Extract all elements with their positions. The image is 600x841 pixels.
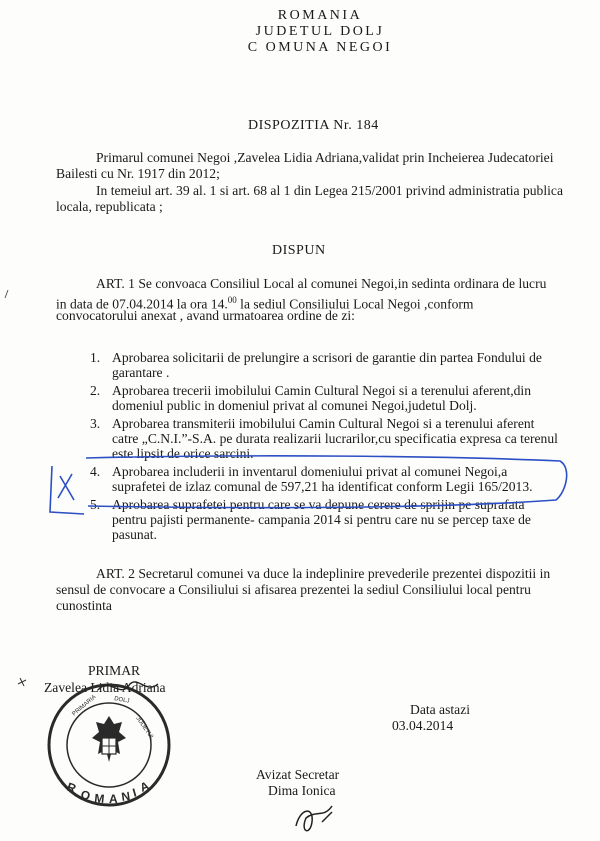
art1-line-1: ART. 1 Se convoaca Consiliul Local al comunei Negoi,in sedinta ordinara de lucru xyxy=(96,276,547,291)
svg-text:R: R xyxy=(64,779,78,796)
mayor-role: PRIMAR xyxy=(88,663,141,678)
art1-line-2: in data de 07.04.2014 la ora 14.00 la sediul Consiliului Local Negoi ,conform xyxy=(56,295,474,312)
intro-paragraph-2-line-1: In temeiul art. 39 al. 1 si art. 68 al 1 din Legea 215/2001 privind administratia publica xyxy=(96,183,563,198)
svg-text:A: A xyxy=(137,778,152,795)
header-commune: C OMUNA NEGOI xyxy=(247,40,393,55)
svg-text:JUDETUL: JUDETUL xyxy=(134,715,155,742)
art2-line-1: ART. 2 Secretarul comunei va duce la indeplinire prevederile prezentei dispozitii in xyxy=(96,566,551,581)
art1-line-3: convocatorului anexat , avand urmatoarea ordine de zi: xyxy=(56,308,355,323)
intro-paragraph-2-line-2: locala, republicata ; xyxy=(56,199,163,214)
agenda-item: 3. Aprobarea transmiterii imobilului Camin Cultural Negoi si a terenului aferent catre „C.N.I.”-S.A. pe durata realizarii lucrarilor,cu specificatia expresa ca terenul este lipsit de orice sarcini. xyxy=(90,416,558,461)
document-title: DISPOZITIA Nr. 184 xyxy=(248,118,379,133)
header-county: JUDETUL DOLJ xyxy=(255,24,385,39)
agenda-item: 2. Aprobarea trecerii imobilului Camin Cultural Negoi si a terenului aferent,din domeniul public in domeniul privat al comunei Negoi,judetul Dolj. xyxy=(90,383,532,413)
official-seal xyxy=(44,680,174,810)
svg-text:O: O xyxy=(79,787,92,804)
svg-text:I: I xyxy=(130,785,139,800)
art2-line-2: sensul de convocare a Consiliului si afisarea prezentei la sediul Consiliului local pentru xyxy=(56,582,531,597)
date-label: Data astazi xyxy=(410,702,471,717)
svg-text:PRIMARIA: PRIMARIA xyxy=(71,694,98,718)
mayor-name: Zavelea Lidia Adriana xyxy=(44,680,166,695)
agenda-item: 5. Aprobarea suprafetei pentru care se va depune cerere de sprijin pe suprafata pentru pajisti permanente- campania 2014 si pentru care nu se percep taxe de pasunat. xyxy=(90,497,531,542)
document-date: 03.04.2014 xyxy=(392,718,454,733)
art2-line-3: cunostinta xyxy=(56,598,112,613)
margin-tick-icon xyxy=(5,290,8,298)
svg-text:DOLJ: DOLJ xyxy=(113,696,130,705)
intro-paragraph-1-line-1: Primarul comunei Negoi ,Zavelea Lidia Adriana,validat prin Incheierea Judecatoriei xyxy=(96,150,554,165)
seal-icon xyxy=(44,680,174,810)
intro-paragraph-1-line-2: Bailesti cu Nr. 1917 din 2012; xyxy=(56,166,220,181)
secretary-name: Dima Ionica xyxy=(268,783,336,798)
agenda-list xyxy=(84,350,564,545)
x-mark-icon xyxy=(58,474,74,500)
header-country: ROMANIA xyxy=(277,8,363,23)
asterisk-mark-icon xyxy=(18,678,26,686)
svg-text:M: M xyxy=(93,791,106,807)
agenda-item: 1. Aprobarea solicitarii de prelungire a scrisori de garantie din partea Fondului de garantare . xyxy=(90,350,542,380)
svg-text:N: N xyxy=(120,788,132,804)
secretary-signature-icon xyxy=(296,806,332,831)
bracket-mark-icon xyxy=(50,466,84,514)
svg-text:A: A xyxy=(109,792,118,806)
dispun-heading: DISPUN xyxy=(272,243,326,258)
agenda-item: 4. Aprobarea includerii in inventarul domeniului privat al comunei Negoi,a suprafetei de izlaz comunal de 597,21 ha identificat conform Legii 165/2013. xyxy=(90,464,533,494)
secretary-role: Avizat Secretar xyxy=(256,767,340,782)
